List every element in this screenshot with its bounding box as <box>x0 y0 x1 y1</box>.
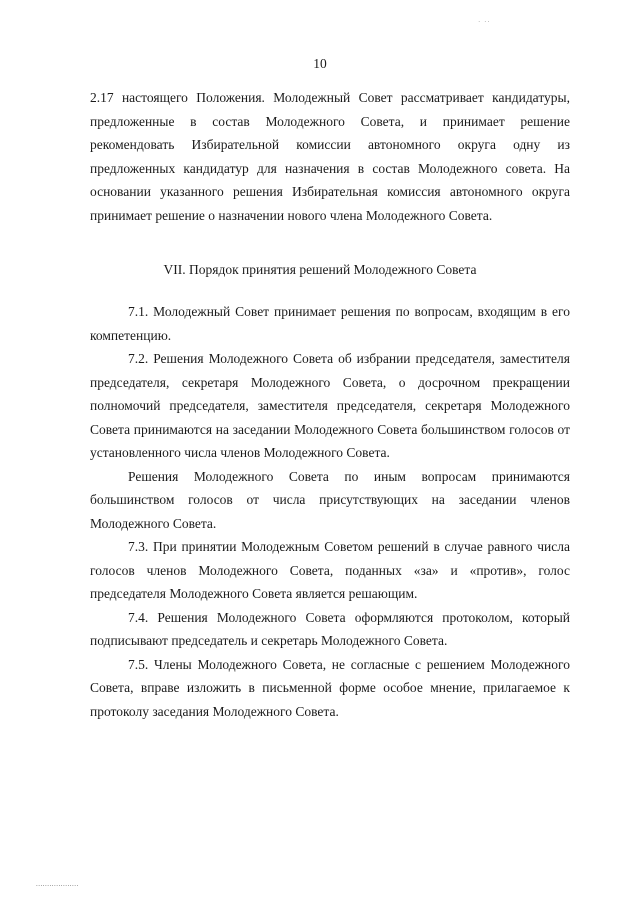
page-number: 10 <box>313 56 327 71</box>
paragraph-7-3: 7.3. При принятии Молодежным Советом решений в случае равного числа голосов членов Молодежного Совета, поданных «за» и «против», голос председателя Молодежного Совета является решающим. <box>90 539 570 601</box>
section-heading: VII. Порядок принятия решений Молодежного Совета <box>163 262 477 277</box>
paragraph-other-issues: Решения Молодежного Совета по иным вопросам принимаются большинством голосов от числа присутствующих на заседании членов Молодежного Совета. <box>90 468 570 531</box>
intro-paragraph: 2.17 настоящего Положения. Молодежный Совет рассматривает кандидатуры, предложенные в состав Молодежного Совета, и принимает решение рекомендовать Избирательной комиссии автономного округа одну из предложенных кандидатур для назначения в состав Молодежного совета. На основании указанного решения Избирательная комиссия автономного округа принимает решение о назначении нового члена Молодежного Совета. <box>90 90 570 223</box>
paragraph-7-1: 7.1. Молодежный Совет принимает решения по вопросам, входящим в его компетенцию. <box>90 304 570 343</box>
section-text-block <box>90 300 570 723</box>
paragraph-7-4: 7.4. Решения Молодежного Совета оформляются протоколом, который подписывают председатель и секретарь Молодежного Совета. <box>90 609 570 648</box>
paragraph-7-2: 7.2. Решения Молодежного Совета об избрании председателя, заместителя председателя, секретаря Молодежного Совета, о досрочном прекращении полномочий председателя, заместителя председателя, секретаря Молодежного Совета принимаются на заседании Молодежного Совета большинством голосов от установленного числа членов Молодежного Совета. <box>90 351 570 460</box>
corner-mark: · ·· <box>478 18 491 26</box>
paragraph-7-5: 7.5. Члены Молодежного Совета, не согласные с решением Молодежного Совета, вправе изложить в письменной форме особое мнение, прилагаемое к протоколу заседания Молодежного Совета. <box>90 656 570 719</box>
intro-text-block <box>90 86 570 227</box>
footer-mark: ................... <box>36 880 79 888</box>
